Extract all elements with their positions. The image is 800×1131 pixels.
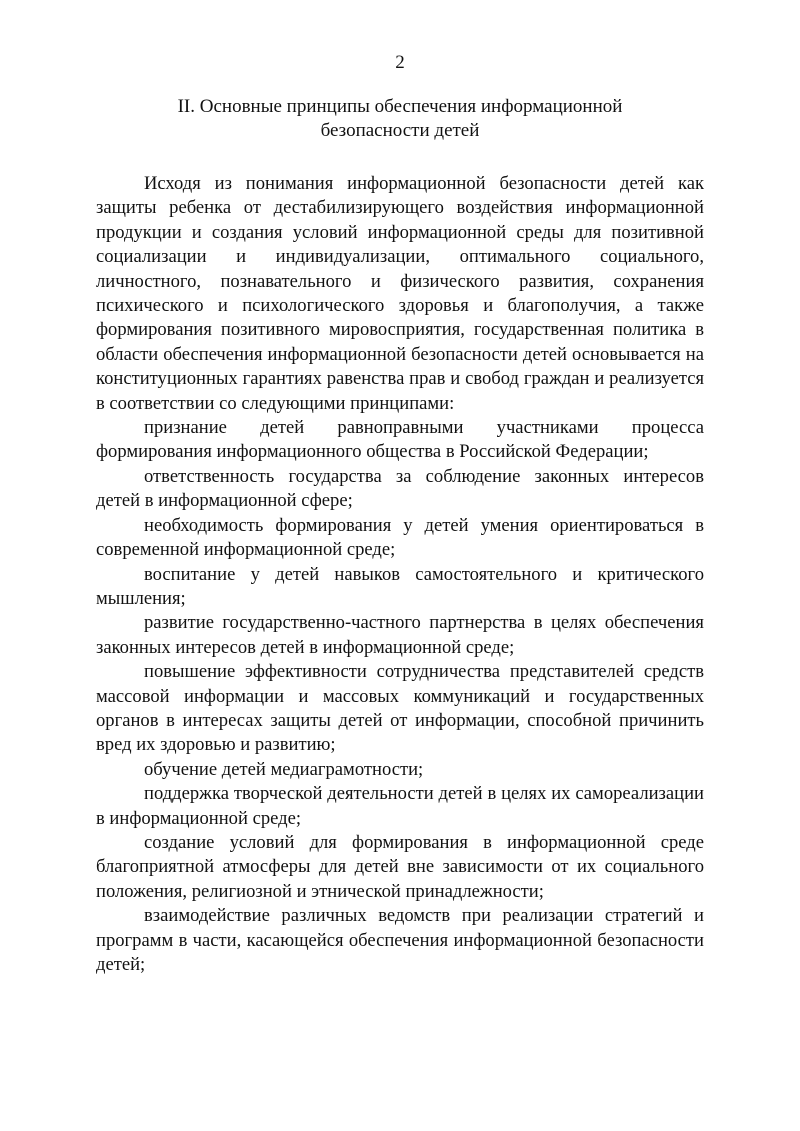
section-title-line-2: безопасности детей [320, 120, 480, 141]
principle-item: взаимодействие различных ведомств при реализации стратегий и программ в части, касающейся обеспечения информационной безопасности детей; [96, 905, 704, 975]
principle-item: ответственность государства за соблюдение законных интересов детей в информационной сфере; [96, 465, 704, 512]
principle-item: обучение детей медиаграмотности; [144, 758, 424, 780]
page-number: 2 [395, 52, 405, 73]
section-title [96, 95, 704, 143]
principle-item: поддержка творческой деятельности детей в целях их самореализации в информационной среде; [96, 783, 704, 829]
principle-item: признание детей равноправными участниками процесса формирования информационного общества в Российской Федерации; [96, 417, 704, 463]
principle-item: повышение эффективности сотрудничества представителей средств массовой информации и массовых коммуникаций и государственных органов в интересах защиты детей от информации, способной причинить вред их здоровью и развитию; [96, 661, 704, 756]
principle-item: воспитание у детей навыков самостоятельного и критического мышления; [96, 563, 704, 609]
principle-item: необходимость формирования у детей умения ориентироваться в современной информационной среде; [96, 514, 704, 561]
section-title-line-1: II. Основные принципы обеспечения информационной [177, 96, 623, 117]
principle-item: создание условий для формирования в информационной среде благоприятной атмосферы для детей вне зависимости от их социального положения, религиозной и этнической принадлежности; [96, 831, 704, 902]
principle-item: развитие государственно-частного партнерства в целях обеспечения законных интересов детей в информационной среде; [96, 612, 704, 658]
body-text [96, 172, 704, 977]
intro-paragraph: Исходя из понимания информационной безопасности детей как защиты ребенка от дестабилизирующего воздействия информационной продукции и создания условий информационной среды для позитивной социализации и индивидуализации, оптимального социального, личностного, познавательного и физического развития, сохранения психического и психологического здоровья и благополучия, а также формирования позитивного мировосприятия, государственная политика в области обеспечения информационной безопасности детей основывается на конституционных гарантиях равенства прав и свобод граждан и реализуется в соответствии со следующими принципами: [96, 173, 704, 414]
